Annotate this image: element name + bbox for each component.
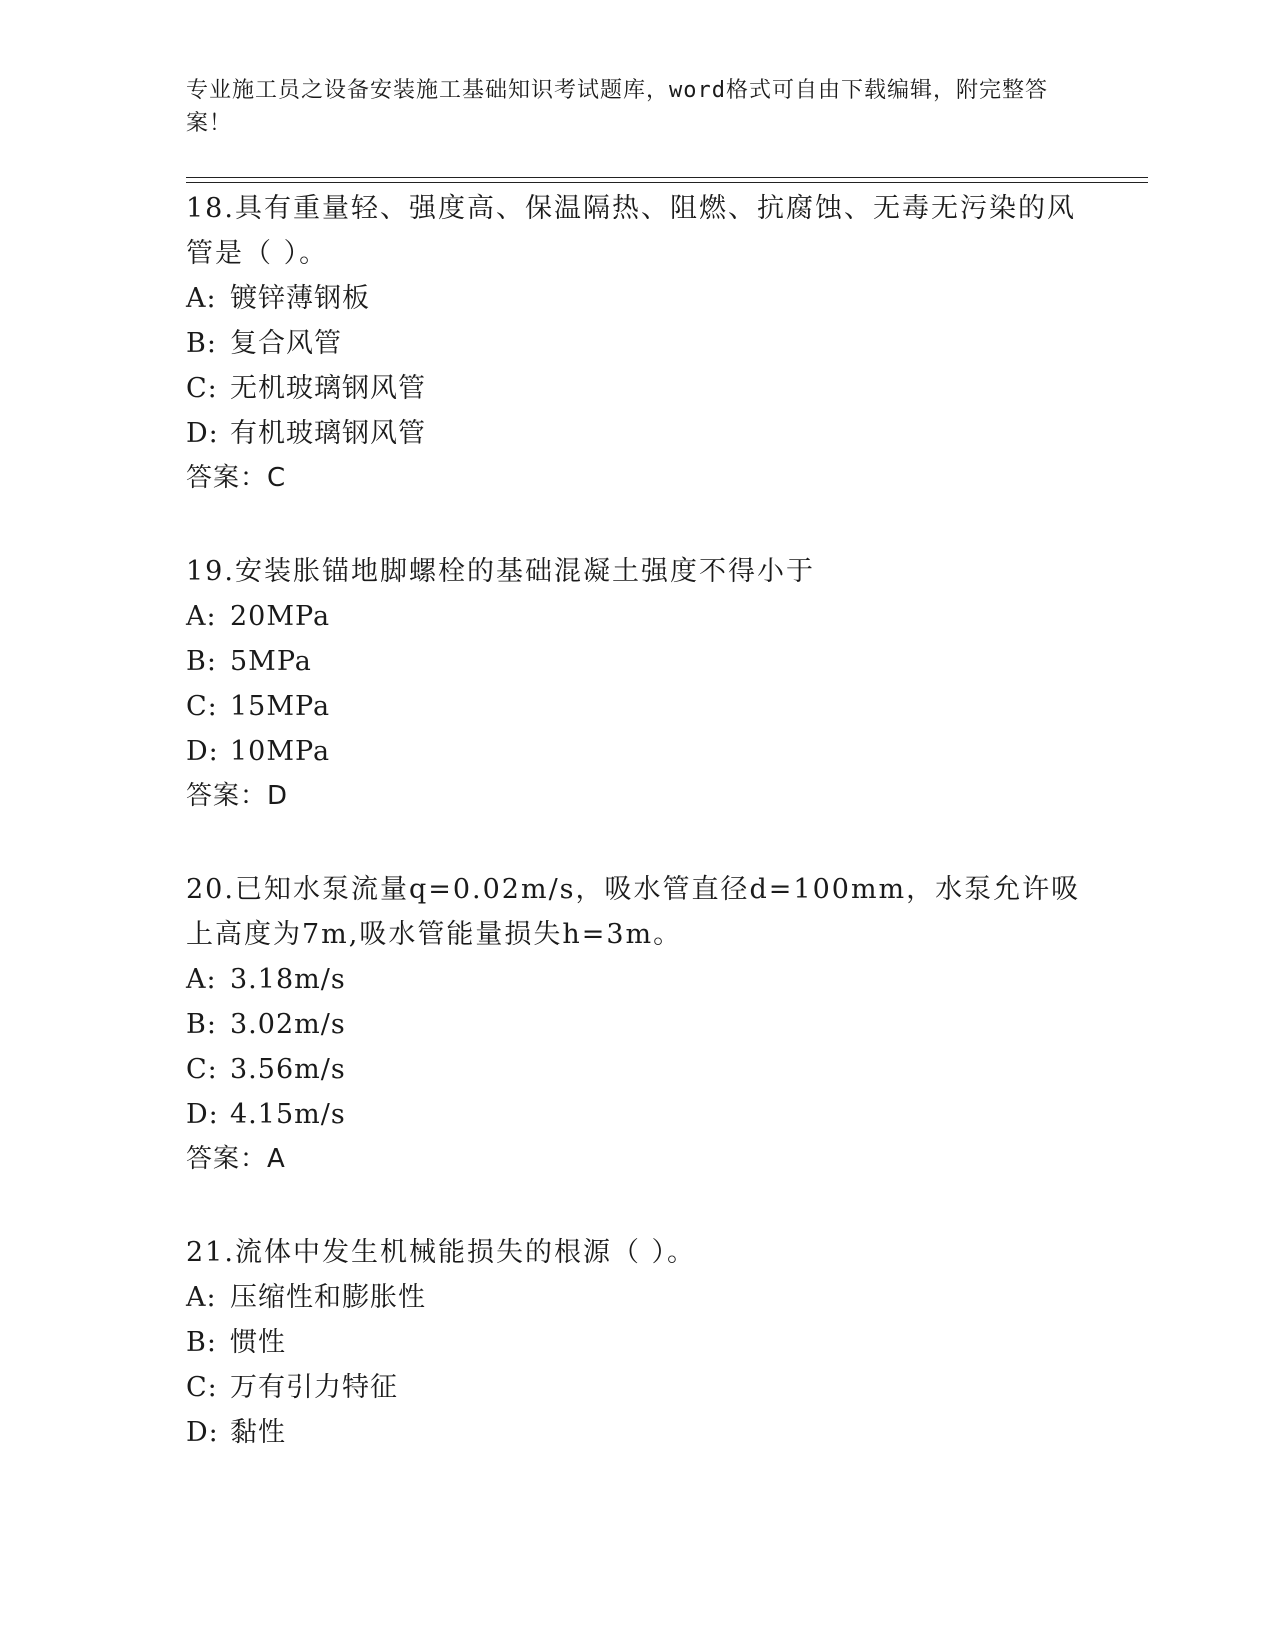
option-letter: A: xyxy=(186,1282,217,1313)
option-a xyxy=(186,957,1086,1002)
question-stem: 19.安装胀锚地脚螺栓的基础混凝土强度不得小于 xyxy=(186,556,815,587)
option-a xyxy=(186,276,1086,321)
document-header: 专业施工员之设备安装施工基础知识考试题库，word格式可自由下载编辑，附完整答案！ xyxy=(186,78,1048,136)
option-text: 有机玻璃钢风管 xyxy=(230,418,426,449)
header-divider-top xyxy=(186,177,1148,178)
option-text: 镀锌薄钢板 xyxy=(230,283,370,314)
option-text: 5MPa xyxy=(230,646,312,677)
option-letter: A: xyxy=(186,283,217,314)
option-a xyxy=(186,1275,1086,1320)
option-letter: B: xyxy=(186,328,217,359)
option-d xyxy=(186,1410,1086,1455)
header-divider-bottom xyxy=(186,182,1148,183)
question-stem: 18.具有重量轻、强度高、保温隔热、阻燃、抗腐蚀、无毒无污染的风管是（ ）。 xyxy=(186,193,1076,269)
option-c xyxy=(186,1047,1086,1092)
answer-line: 答案：D xyxy=(186,781,289,811)
option-b xyxy=(186,639,1086,684)
answer-line: 答案：C xyxy=(186,463,287,493)
option-letter: B: xyxy=(186,1009,217,1040)
question-19 xyxy=(186,549,1086,819)
option-text: 10MPa xyxy=(230,736,331,767)
option-b xyxy=(186,1320,1086,1365)
option-text: 3.02m/s xyxy=(230,1009,346,1040)
option-text: 3.18m/s xyxy=(230,964,346,995)
answer-line: 答案：A xyxy=(186,1144,286,1174)
option-c xyxy=(186,1365,1086,1410)
option-letter: D: xyxy=(186,1417,219,1448)
question-18 xyxy=(186,186,1086,501)
option-d xyxy=(186,411,1086,456)
option-letter: D: xyxy=(186,1099,219,1130)
question-21 xyxy=(186,1230,1086,1455)
option-letter: A: xyxy=(186,601,217,632)
option-text: 复合风管 xyxy=(230,328,342,359)
option-letter: D: xyxy=(186,736,219,767)
option-a xyxy=(186,594,1086,639)
option-letter: C: xyxy=(186,1372,218,1403)
option-text: 黏性 xyxy=(230,1417,286,1448)
option-text: 惯性 xyxy=(230,1327,286,1358)
question-stem: 21.流体中发生机械能损失的根源（ ）。 xyxy=(186,1237,697,1268)
question-stem: 20.已知水泵流量q=0.02m/s，吸水管直径d=100mm，水泵允许吸上高度为7m,吸水管能量损失h=3m。 xyxy=(186,874,1081,950)
option-letter: B: xyxy=(186,646,217,677)
option-letter: C: xyxy=(186,373,218,404)
option-b xyxy=(186,1002,1086,1047)
option-d xyxy=(186,1092,1086,1137)
option-c xyxy=(186,684,1086,729)
option-letter: C: xyxy=(186,1054,218,1085)
option-c xyxy=(186,366,1086,411)
option-text: 15MPa xyxy=(230,691,331,722)
option-letter: A: xyxy=(186,964,217,995)
option-letter: D: xyxy=(186,418,219,449)
option-b xyxy=(186,321,1086,366)
option-letter: B: xyxy=(186,1327,217,1358)
option-d xyxy=(186,729,1086,774)
option-text: 3.56m/s xyxy=(230,1054,346,1085)
option-text: 4.15m/s xyxy=(230,1099,346,1130)
question-20 xyxy=(186,867,1086,1182)
option-text: 无机玻璃钢风管 xyxy=(230,373,426,404)
option-letter: C: xyxy=(186,691,218,722)
option-text: 20MPa xyxy=(230,601,331,632)
option-text: 压缩性和膨胀性 xyxy=(230,1282,426,1313)
option-text: 万有引力特征 xyxy=(230,1372,398,1403)
